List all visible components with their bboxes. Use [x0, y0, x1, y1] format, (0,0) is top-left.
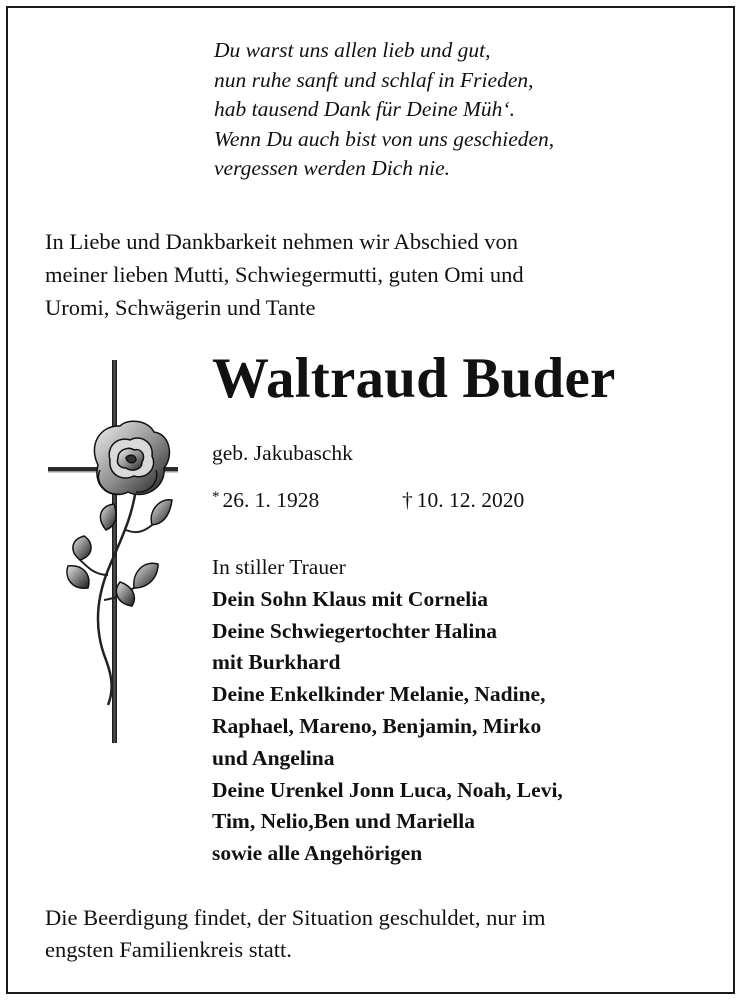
maiden-name: geb. Jakubaschk — [212, 441, 353, 465]
memorial-poem — [214, 36, 554, 184]
farewell-intro — [45, 225, 695, 324]
intro-line: Uromi, Schwägerin und Tante — [45, 295, 316, 320]
cross-with-rose-icon — [48, 360, 180, 745]
deceased-name: Waltraud Buder — [212, 347, 616, 410]
mourners-heading: In stiller Trauer — [212, 555, 346, 579]
poem-line: Wenn Du auch bist von uns geschieden, — [214, 126, 555, 151]
death-date: 10. 12. 2020 — [416, 488, 525, 512]
life-dates — [212, 488, 524, 513]
birth-date-group — [212, 488, 402, 513]
mourner-line: Raphael, Mareno, Benjamin, Mirko — [212, 713, 542, 738]
poem-line: vergessen werden Dich nie. — [214, 156, 451, 180]
death-symbol: † — [402, 488, 413, 512]
mourner-line: mit Burkhard — [212, 650, 341, 675]
mourner-line: Deine Schwiegertochter Halina — [212, 618, 498, 643]
birth-date: 26. 1. 1928 — [222, 488, 320, 512]
poem-line: hab tausend Dank für Deine Müh‘. — [214, 97, 515, 121]
mourner-line: sowie alle Angehörigen — [212, 841, 423, 866]
intro-line: meiner lieben Mutti, Schwiegermutti, guten Omi und — [45, 262, 524, 287]
mourner-line: Dein Sohn Klaus mit Cornelia — [212, 586, 488, 611]
birth-symbol: * — [212, 489, 220, 505]
mourner-line: Tim, Nelio,Ben und Mariella — [212, 809, 475, 834]
funeral-line: engsten Familienkreis statt. — [45, 937, 292, 962]
poem-line: nun ruhe sanft und schlaf in Frieden, — [214, 67, 534, 92]
poem-line: Du warst uns allen lieb und gut, — [214, 38, 491, 62]
mourner-line: Deine Enkelkinder Melanie, Nadine, — [212, 682, 546, 707]
mourner-line: Deine Urenkel Jonn Luca, Noah, Levi, — [212, 777, 563, 802]
mourners-list — [212, 552, 563, 870]
mourner-line: und Angelina — [212, 745, 335, 770]
funeral-line: Die Beerdigung findet, der Situation geschuldet, nur im — [45, 905, 546, 930]
intro-line: In Liebe und Dankbarkeit nehmen wir Abschied von — [45, 229, 518, 254]
funeral-notice — [45, 902, 546, 966]
